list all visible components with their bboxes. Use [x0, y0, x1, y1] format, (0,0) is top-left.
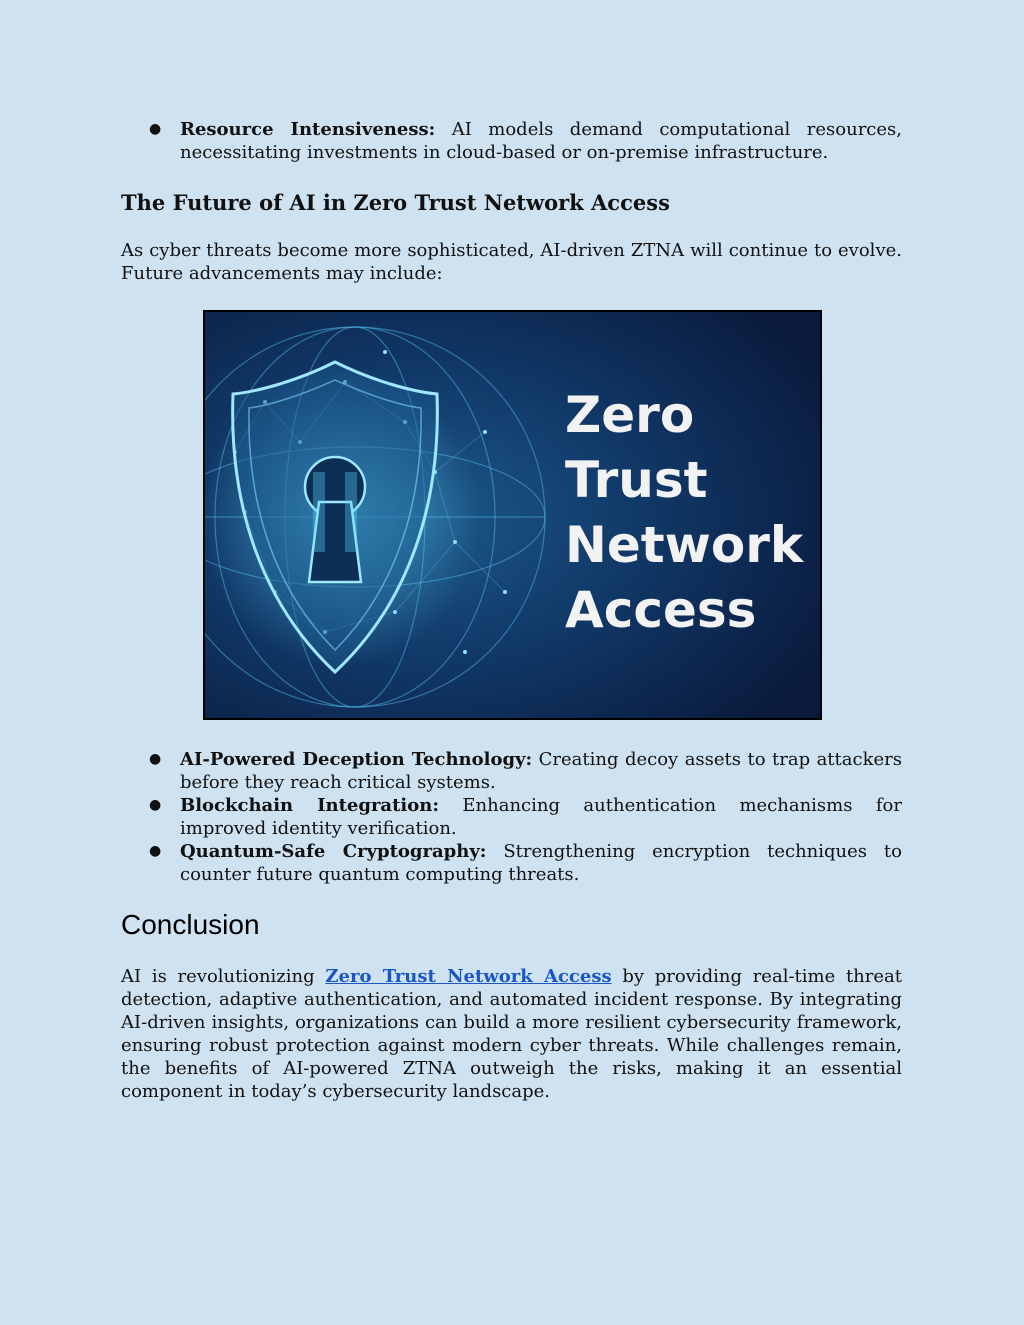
figure-title-line-4: Access: [565, 581, 757, 639]
bullet-quantum-safe-cryptography: [149, 840, 902, 886]
bullet-dot: ●: [149, 751, 162, 767]
conclusion-text-before: AI is revolutionizing: [121, 966, 326, 987]
zero-trust-illustration: [205, 312, 820, 718]
bullet-term: Quantum-Safe Cryptography:: [180, 841, 487, 862]
bullet-text: Enhancing authentication mechanisms for improved identity verification.: [180, 795, 902, 839]
bullet-dot: ●: [149, 797, 162, 813]
future-bullet-list: [121, 748, 902, 886]
zero-trust-image: [203, 310, 822, 720]
bullet-resource-intensiveness: [149, 118, 902, 164]
conclusion-heading: Conclusion: [121, 909, 260, 940]
document-body: [121, 118, 902, 164]
figure-title-line-1: Zero: [565, 386, 695, 444]
zero-trust-link[interactable]: Zero Trust Network Access: [325, 966, 612, 987]
bullet-text: Creating decoy assets to trap attackers before they reach critical systems.: [180, 749, 902, 793]
figure-title-line-2: Trust: [565, 451, 708, 509]
bullet-term: Blockchain Integration:: [180, 795, 439, 816]
bullet-text: Strengthening encryption techniques to counter future quantum computing threats.: [180, 841, 902, 885]
bullet-term: Resource Intensiveness:: [180, 119, 436, 140]
future-heading: The Future of AI in Zero Trust Network Access: [121, 190, 670, 215]
future-bullets-block: [121, 748, 902, 886]
conclusion-paragraph: [121, 965, 902, 1103]
bullet-deception-technology: [149, 748, 902, 794]
future-intro: As cyber threats become more sophisticated, AI-driven ZTNA will continue to evolve. Future advancements may include:: [121, 240, 902, 284]
bullet-blockchain-integration: [149, 794, 902, 840]
conclusion-text-after: by providing real-time threat detection, adaptive authentication, and automated incident response. By integrating AI-driven insights, organizations can build a more resilient cybersecurity framework, ensuring robust protection against modern cyber threats. While challenges remain, the benefits of AI-powered ZTNA outweigh the risks, making it an essential component in today’s cybersecurity landscape.: [121, 966, 903, 1102]
bullet-dot: ●: [149, 843, 162, 859]
bullet-term: AI-Powered Deception Technology:: [180, 749, 533, 770]
figure-title-line-3: Network: [565, 516, 804, 574]
bullet-text: AI models demand computational resources, necessitating investments in cloud-based or on-premise infrastructure.: [180, 119, 902, 163]
bullet-dot: ●: [149, 121, 162, 137]
top-bullet-list: [121, 118, 902, 164]
